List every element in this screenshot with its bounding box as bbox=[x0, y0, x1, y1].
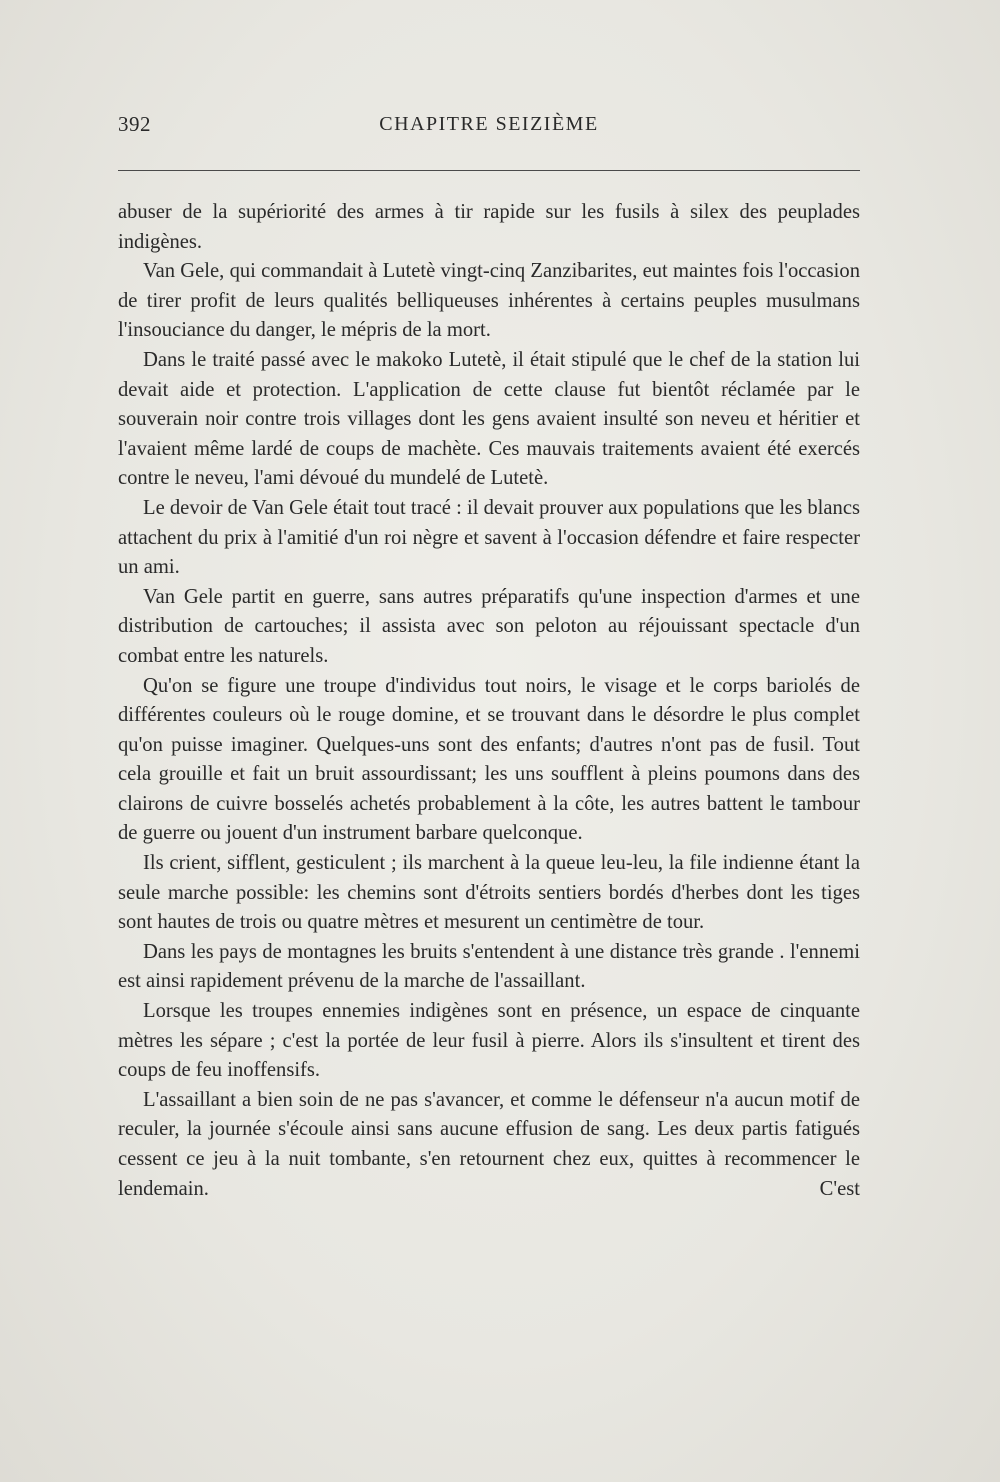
paragraph: Van Gele, qui commandait à Lutetè vingt-cinq Zanzibarites, eut maintes fois l'occasion de tirer profit de leurs qualités belliqueuses inhérentes à certains peuples musulmans l'insouciance du danger, le mépris de la mort. bbox=[118, 260, 860, 342]
paragraph: abuser de la supériorité des armes à tir rapide sur les fusils à silex des peuplades indigènes. bbox=[118, 201, 860, 253]
paragraph: Qu'on se figure une troupe d'individus tout noirs, le visage et le corps bariolés de différentes couleurs où le rouge domine, et se trouvant dans le désordre le plus complet qu'on puisse imaginer. Quelques-uns sont des enfants; d'autres n'ont pas de fusil. Tout cela grouille et fait un bruit assourdissant; les uns soufflent à pleins poumons dans des clairons de cuivre bosselés achetés probablement à la côte, les autres battent le tambour de guerre ou jouent d'un instrument barbare quelconque. bbox=[118, 674, 860, 845]
paragraph: Van Gele partit en guerre, sans autres préparatifs qu'une inspection d'armes et une distribution de cartouches; il assista avec son peloton au réjouissant spectacle d'un combat entre les naturels. bbox=[118, 585, 860, 667]
paragraph: Dans les pays de montagnes les bruits s'entendent à une distance très grande . l'ennemi est ainsi rapidement prévenu de la marche de l'assaillant. bbox=[118, 940, 860, 993]
paragraph: Dans le traité passé avec le makoko Lutetè, il était stipulé que le chef de la station lui devait aide et protection. L'application de cette clause fut bientôt réclamée par le souverain noir contre trois villages dont les gens avaient insulté son neveu et héritier et l'avaient même lardé de coups de machète. Ces mauvais traitements avaient été exercés contre le neveu, l'ami dévoué du mundelé de Lutetè. bbox=[118, 348, 860, 490]
body-text bbox=[118, 198, 860, 1204]
paragraph: L'assaillant a bien soin de ne pas s'avancer, et comme le défenseur n'a aucun motif de reculer, la journée s'écoule ainsi sans aucune effusion de sang. Les deux partis fatigués cessent ce jeu à la nuit tombante, s'en retournent chez eux, quittes à recommencer le lendemain. C'est bbox=[118, 1088, 860, 1200]
paragraph: Le devoir de Van Gele était tout tracé : il devait prouver aux populations que les blancs attachent du prix à l'amitié d'un roi nègre et savent à l'occasion défendre et faire respecter un ami. bbox=[118, 496, 860, 579]
paragraph: Lorsque les troupes ennemies indigènes sont en présence, un espace de cinquante mètres les sépare ; c'est la portée de leur fusil à pierre. Alors ils s'insultent et tirent des coups de feu inoffensifs. bbox=[118, 1000, 860, 1082]
page-number: 392 bbox=[118, 112, 151, 136]
paragraph: Ils crient, sifflent, gesticulent ; ils marchent à la queue leu-leu, la file indienne étant la seule marche possible: les chemins sont d'étroits sentiers bordés d'herbes dont les tiges sont hautes de trois ou quatre mètres et mesurent un centimètre de tour. bbox=[118, 852, 860, 934]
running-head: CHAPITRE SEIZIÈME bbox=[379, 113, 599, 135]
page-header bbox=[118, 112, 860, 142]
header-rule bbox=[118, 170, 860, 171]
